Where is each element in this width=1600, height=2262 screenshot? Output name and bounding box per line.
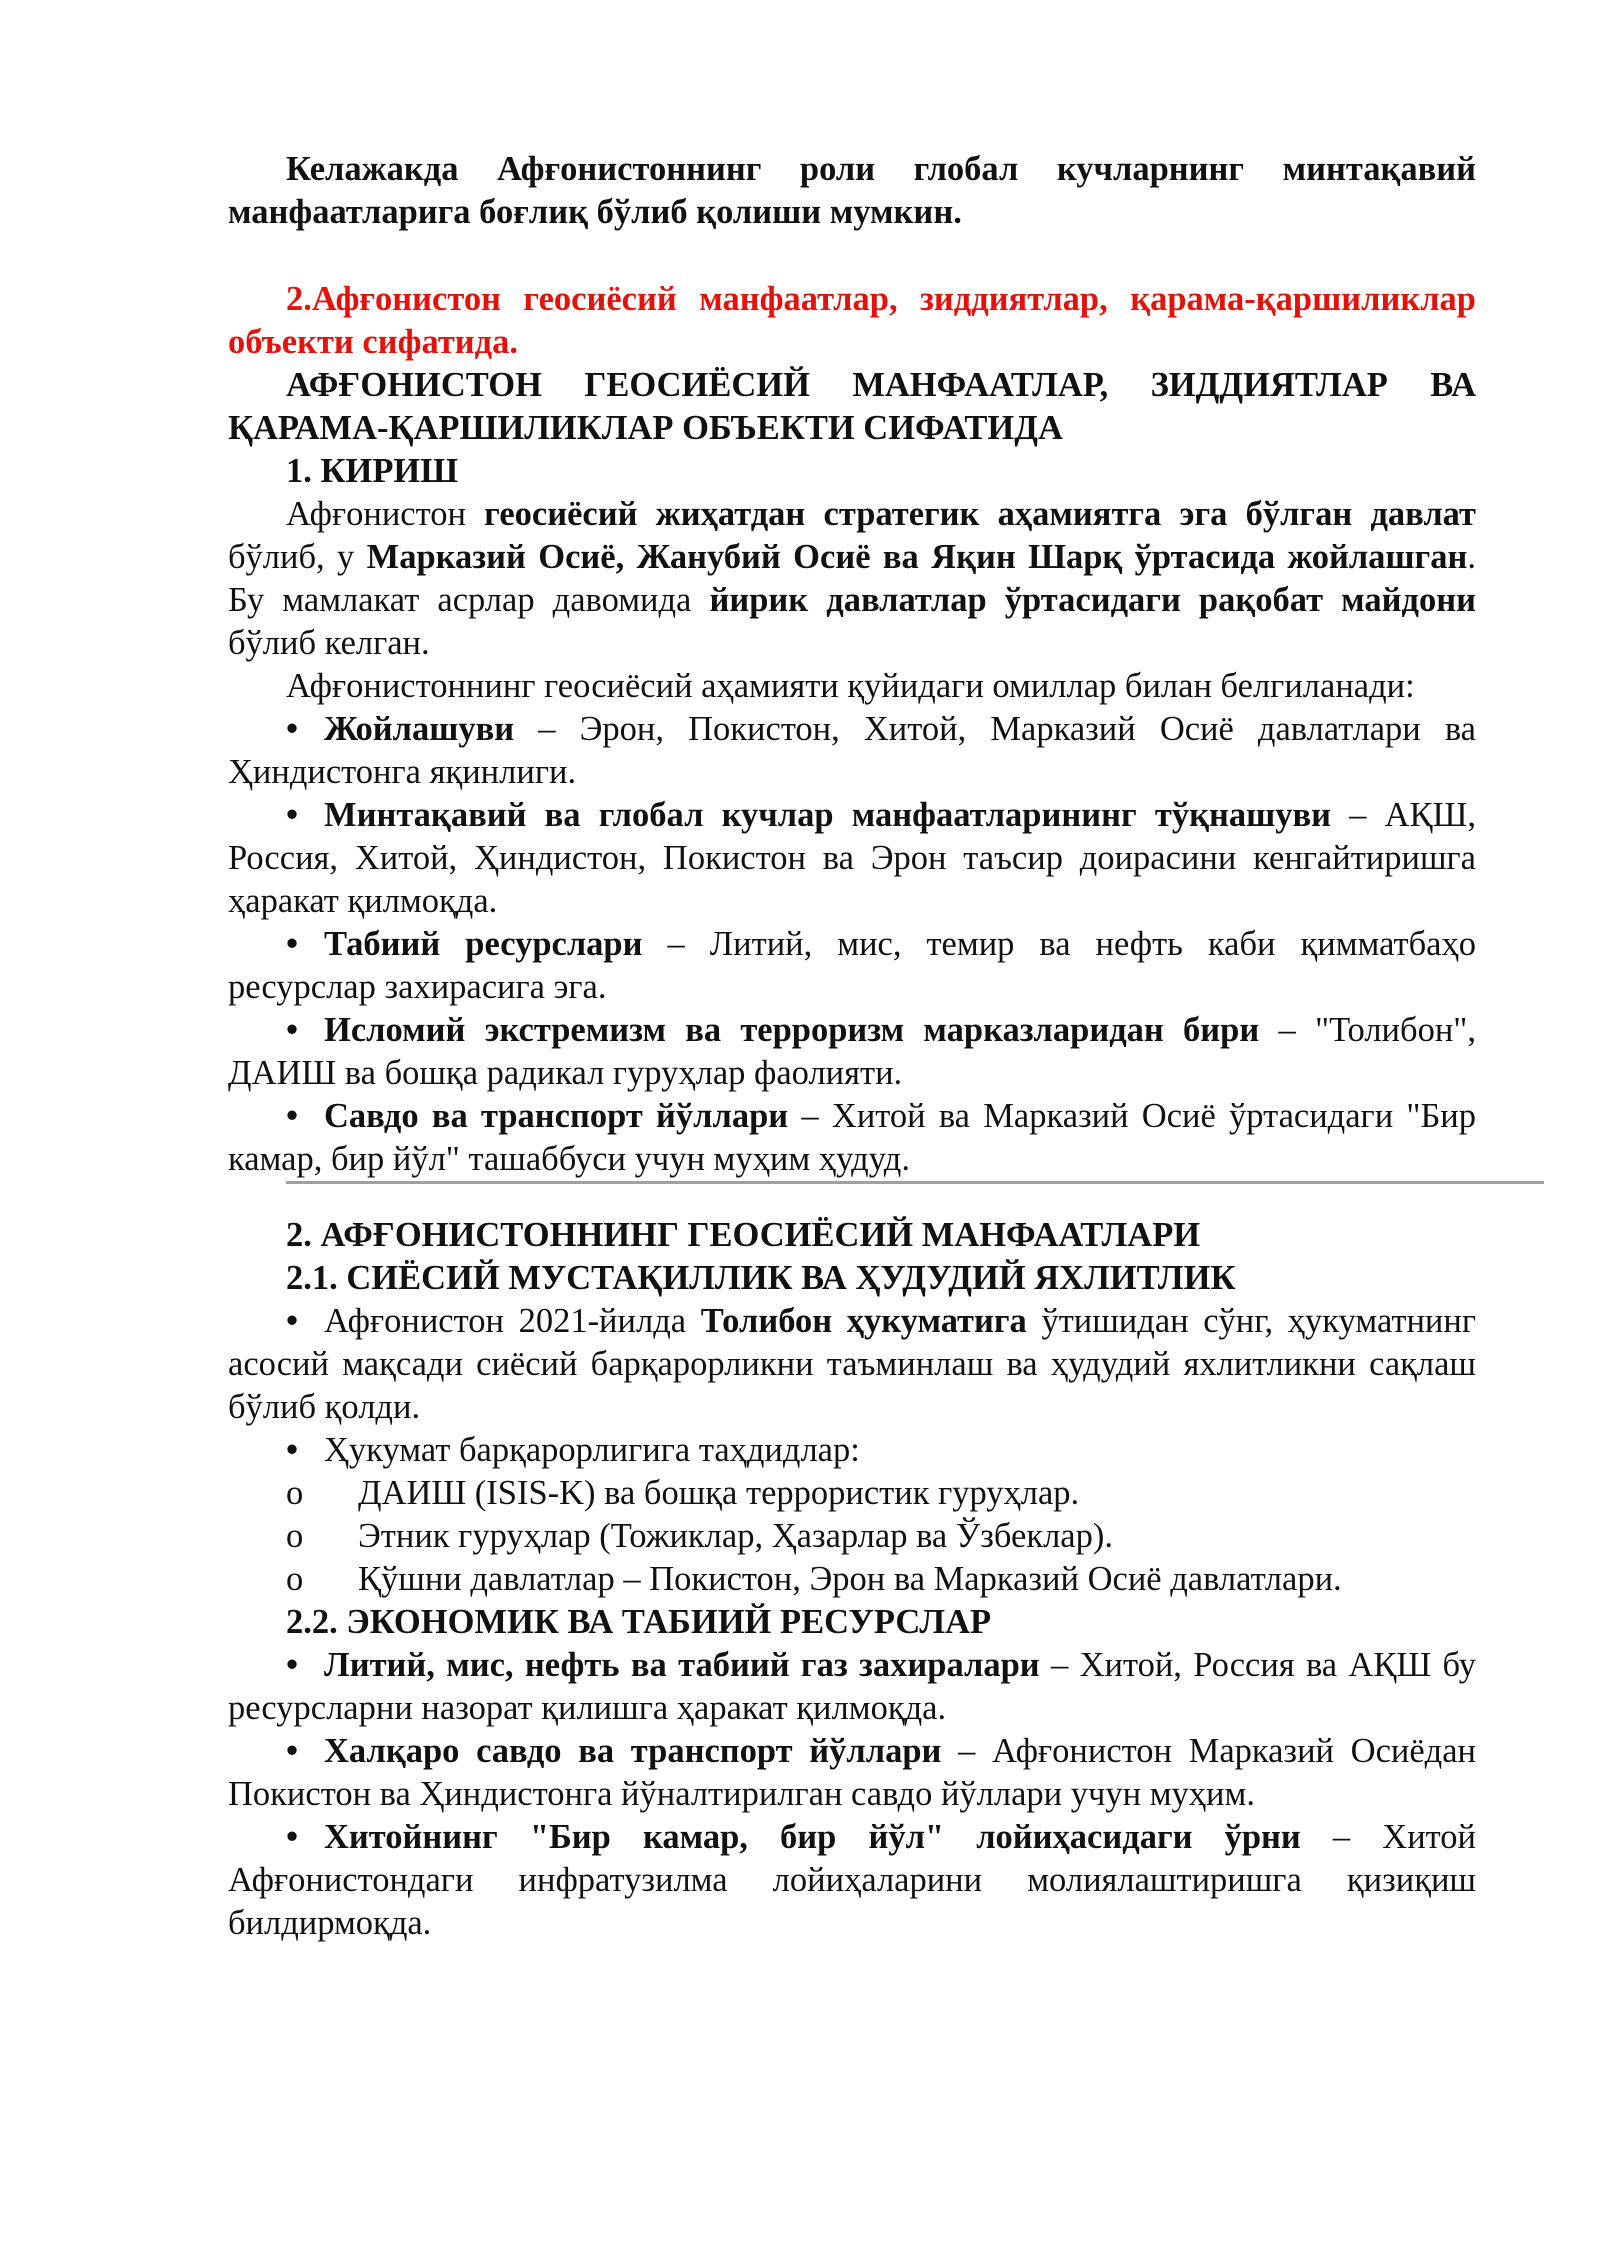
intro-heading: 1. КИРИШ [286,452,459,490]
threat-text: Қўшни давлатлар – Покистон, Эрон ва Марказий Осиё давлатлари. [358,1560,1342,1598]
heading-2: 2. АФҒОНИСТОННИНГ ГЕОСИЁСИЙ МАНФААТЛАРИ [286,1216,1201,1254]
resource-item [228,1644,1476,1730]
resource-text: – Хитой, Россия ва АҚШ бу ресурсларни назорат қилишга ҳаракат қилмоқда. [228,1646,1476,1727]
factor-text: – "Толибон", ДАИШ ва бошқа радикал гуруҳлар фаолияти. [228,1011,1476,1092]
bullet-icon: • [286,1646,299,1684]
factor-text: – Эрон, Покистон, Хитой, Марказий Осиё давлатлари ва Ҳиндистонга яқинлиги. [228,710,1476,791]
threats-intro: Ҳукумат барқарорлигига таҳдидлар: [324,1431,860,1469]
s21-bullet [228,1429,1476,1472]
factor-text: – Хитой ва Марказий Осиё ўртасидаги "Бир камар, бир йўл" ташаббуси учун муҳим ҳудуд. [228,1097,1476,1178]
resource-item [228,1730,1476,1816]
resource-text: – Хитой Афғонистондаги инфратузилма лойиҳаларини молиялаштиришга қизиқиш билдирмоқда. [228,1818,1476,1942]
s21-text-2: ўтишидан сўнг, ҳукуматнинг асосий мақсади сиёсий барқарорликни таъминлаш ва ҳудудий яхлитликни сақлаш бўлиб қолди. [228,1302,1476,1426]
resource-title: Халқаро савдо ва транспорт йўллари [324,1732,942,1770]
circle-bullet-icon: o [286,1560,304,1598]
spacer [228,1184,1476,1214]
factor-title: Савдо ва транспорт йўллари [324,1097,789,1135]
circle-bullet-icon: o [286,1517,304,1555]
intro-bold-2: Марказий Осиё, Жанубий Осиё ва Яқин Шарқ ўртасида жойлашган [366,538,1468,576]
threat-item [228,1558,1476,1601]
factor-item [228,794,1476,923]
threat-text: Этник гуруҳлар (Тожиклар, Ҳазарлар ва Ўзбеклар). [358,1517,1113,1555]
factor-title: Табиий ресурслари [324,925,643,963]
bullet-icon: • [286,1302,299,1340]
section-2-red-heading: 2.Афғонистон геосиёсий манфаатлар, зиддиятлар, қарама-қаршиликлар объекти сифатида. [228,280,1476,361]
factors-intro: Афғонистоннинг геосиёсий аҳамияти қуйидаги омиллар билан белгиланади: [286,667,1415,705]
bullet-icon: • [286,1818,299,1856]
factor-title: Жойлашуви [324,710,515,748]
factor-text: – АҚШ, Россия, Хитой, Ҳиндистон, Покистон ва Эрон таъсир доирасини кенгайтиришга ҳаракат қилмоқда. [228,796,1476,920]
factor-item [228,1009,1476,1095]
bullet-icon: • [286,925,299,963]
bullet-icon: • [286,1732,299,1770]
s21-bullet [228,1300,1476,1429]
intro-text-4: бўлиб келган. [228,624,430,662]
intro-text-2: бўлиб, у [228,538,367,576]
heading-2-1: 2.1. СИЁСИЙ МУСТАҚИЛЛИК ВА ҲУДУДИЙ ЯХЛИТЛИК [286,1259,1236,1297]
factor-item [228,1095,1476,1181]
intro-text-3: . Бу мамлакат асрлар давомида [228,538,1476,619]
factor-title: Минтақавий ва глобал кучлар манфаатларининг тўқнашуви [324,796,1331,834]
intro-closing-paragraph: Келажакда Афғонистоннинг роли глобал кучларнинг минтақавий манфаатларига боғлиқ бўлиб қолиши мумкин. [228,150,1476,231]
resource-text: – Афғонистон Марказий Осиёдан Покистон ва Ҳиндистонга йўналтирилган савдо йўллари учун муҳим. [228,1732,1477,1813]
threat-item [228,1515,1476,1558]
bullet-icon: • [286,1097,299,1135]
resource-title: Хитойнинг "Бир камар, бир йўл" лойиҳасидаги ўрни [324,1818,1301,1856]
threat-text: ДАИШ (ISIS-K) ва бошқа террористик гуруҳлар. [358,1474,1080,1512]
factor-item [228,923,1476,1009]
factor-text: – Литий, мис, темир ва нефть каби қимматбаҳо ресурслар захирасига эга. [228,925,1476,1006]
intro-bold-1: геосиёсий жиҳатдан стратегик аҳамиятга эга бўлган давлат [484,495,1476,533]
factor-item [228,708,1476,794]
factor-title: Исломий экстремизм ва терроризм марказларидан бири [324,1011,1260,1049]
resource-item [228,1816,1476,1945]
bullet-icon: • [286,796,299,834]
threat-item [228,1472,1476,1515]
bullet-icon: • [286,710,299,748]
bullet-icon: • [286,1011,299,1049]
heading-2-2: 2.2. ЭКОНОМИК ВА ТАБИИЙ РЕСУРСЛАР [286,1603,992,1641]
intro-paragraph [228,493,1476,665]
s21-text-1: Афғонистон 2021-йилда [324,1302,701,1340]
intro-bold-3: йирик давлатлар ўртасидаги рақобат майдони [709,581,1476,619]
resource-title: Литий, мис, нефть ва табиий газ захиралари [324,1646,1040,1684]
intro-text-1: Афғонистон [286,495,485,533]
document-page [228,148,1476,1945]
s21-bold-1: Толибон ҳукуматига [700,1302,1027,1340]
spacer [228,234,1476,278]
bullet-icon: • [286,1431,299,1469]
circle-bullet-icon: o [286,1474,304,1512]
main-title: АФҒОНИСТОН ГЕОСИЁСИЙ МАНФААТЛАР, ЗИДДИЯТЛАР ВА ҚАРАМА-ҚАРШИЛИКЛАР ОБЪЕКТИ СИФАТИДА [228,366,1476,447]
